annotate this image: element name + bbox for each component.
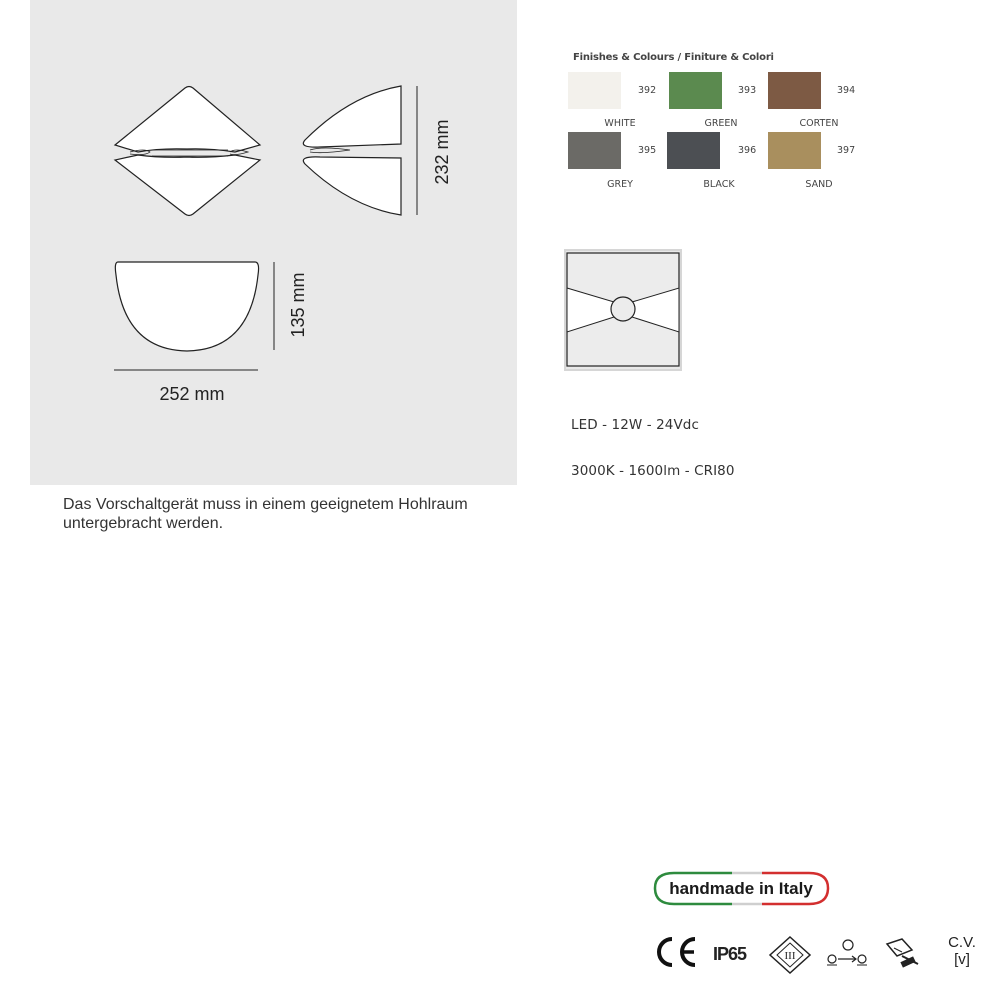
swatch-code: 394 [837, 85, 856, 96]
cv-icon [943, 934, 981, 968]
depth-dimension-label: 135 mm [288, 272, 308, 338]
ce-mark-icon [653, 935, 699, 974]
swatch-name: GREY [607, 179, 633, 190]
up-down-beam-icon [564, 249, 682, 376]
top-view [115, 262, 258, 351]
svg-text:IP65: IP65 [713, 944, 747, 964]
surface-mounting-icon [884, 936, 922, 975]
swatch-name: WHITE [604, 118, 636, 129]
swatch-code: 393 [738, 85, 757, 96]
swatch-name: SAND [805, 179, 833, 190]
front-view-upper-wing [115, 87, 260, 153]
swatch-sand[interactable] [768, 132, 821, 169]
swatch-corten[interactable] [768, 72, 821, 109]
swatch-code: 395 [638, 145, 657, 156]
light-spec: 3000K - 1600lm - CRI80 [571, 463, 735, 479]
swatch-code: 397 [837, 145, 856, 156]
ip65-icon [713, 940, 755, 971]
swatch-black[interactable] [667, 132, 720, 169]
svg-text:III: III [784, 950, 796, 962]
swatch-name: CORTEN [799, 118, 839, 129]
ballast-installation-note: Das Vorschaltgerät muss in einem geeignetem Hohlraum untergebracht werden. [63, 496, 468, 532]
width-dimension-label: 252 mm [159, 384, 225, 404]
swatch-white[interactable] [568, 72, 621, 109]
dimmable-icon [825, 938, 871, 975]
class-iii-icon [768, 935, 812, 980]
power-spec: LED - 12W - 24Vdc [571, 417, 699, 433]
finishes-title: Finishes & Colours / Finiture & Colori [573, 52, 774, 63]
cv-line2: [v] [954, 951, 970, 968]
side-view [303, 86, 401, 147]
technical-drawing-panel [30, 0, 517, 485]
handmade-in-italy-badge [652, 870, 832, 915]
cv-line1: C.V. [948, 934, 976, 951]
swatch-code: 396 [738, 145, 757, 156]
swatch-green[interactable] [669, 72, 722, 109]
badge-text: handmade in Italy [669, 879, 813, 898]
swatch-name: GREEN [704, 118, 738, 129]
front-view-lower-wing [115, 155, 260, 216]
swatch-name: BLACK [703, 179, 735, 190]
swatch-code: 392 [638, 85, 657, 96]
height-dimension-label: 232 mm [432, 119, 452, 185]
technical-drawing [30, 0, 517, 485]
swatch-grey[interactable] [568, 132, 621, 169]
